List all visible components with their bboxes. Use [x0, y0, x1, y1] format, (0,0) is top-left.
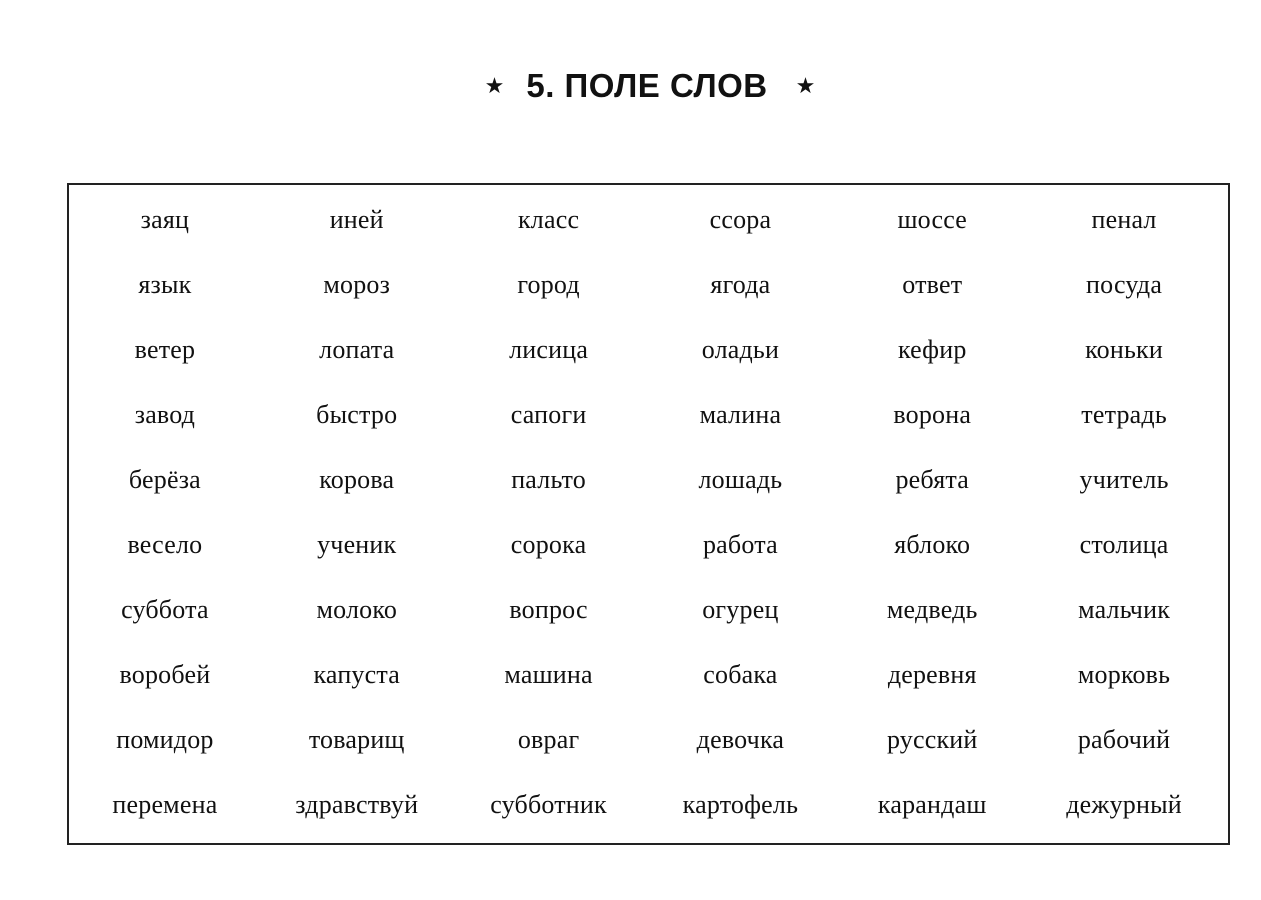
word-cell: город	[517, 269, 580, 299]
word-cell: яблоко	[894, 529, 971, 559]
word-cell: суббота	[121, 594, 209, 624]
word-cell: пенал	[1091, 204, 1157, 234]
word-cell: весело	[127, 529, 203, 559]
word-cell: воробей	[119, 659, 211, 689]
word-cell: карандаш	[877, 789, 987, 819]
word-cell: лошадь	[698, 464, 783, 494]
word-cell: овраг	[517, 724, 580, 754]
word-cell: пальто	[511, 464, 586, 494]
word-cell: собака	[703, 659, 778, 689]
word-cell: столица	[1079, 529, 1169, 559]
word-cell: лопата	[319, 334, 395, 364]
word-cell: коньки	[1085, 334, 1163, 364]
word-cell: корова	[319, 464, 395, 494]
word-cell: лисица	[509, 334, 589, 364]
word-cell: ветер	[134, 334, 196, 364]
word-cell: иней	[329, 204, 384, 234]
word-cell: учитель	[1079, 464, 1169, 494]
word-cell: быстро	[316, 399, 398, 429]
page-title: 5. ПОЛЕ СЛОВ	[526, 67, 768, 104]
word-cell: ягода	[710, 269, 771, 299]
word-cell: оладьи	[701, 334, 780, 364]
word-cell: картофель	[682, 789, 799, 819]
word-cell: работа	[702, 529, 778, 559]
word-cell: ворона	[893, 399, 972, 429]
word-cell: девочка	[696, 724, 785, 754]
word-cell: сапоги	[510, 399, 587, 429]
word-cell: вопрос	[509, 594, 588, 624]
word-cell: берёза	[128, 464, 201, 494]
word-cell: здравствуй	[295, 789, 419, 819]
word-cell: русский	[886, 724, 978, 754]
word-cell: морковь	[1077, 659, 1171, 689]
word-field-box	[67, 183, 1230, 845]
word-cell: субботник	[490, 789, 607, 819]
word-cell: машина	[504, 659, 593, 689]
word-cell: класс	[517, 204, 580, 234]
word-cell: сорока	[510, 529, 587, 559]
word-cell: перемена	[112, 789, 218, 819]
word-cell: помидор	[116, 724, 214, 754]
word-cell: ответ	[902, 269, 963, 299]
word-cell: завод	[134, 399, 196, 429]
word-cell: заяц	[140, 204, 190, 234]
word-cell: рабочий	[1077, 724, 1171, 754]
word-cell: дежурный	[1066, 789, 1182, 819]
word-cell: молоко	[316, 594, 398, 624]
word-cell: огурец	[702, 594, 779, 624]
page-title-row	[0, 58, 1261, 114]
word-cell: малина	[699, 399, 782, 429]
word-cell: ученик	[317, 529, 397, 559]
word-cell: шоссе	[897, 204, 968, 234]
word-cell: деревня	[887, 659, 977, 689]
word-cell: мальчик	[1078, 594, 1171, 624]
word-cell: посуда	[1086, 269, 1163, 299]
word-cell: язык	[138, 269, 192, 299]
word-cell: тетрадь	[1081, 399, 1167, 429]
word-cell: ребята	[895, 464, 969, 494]
word-cell: мороз	[323, 269, 391, 299]
word-cell: товарищ	[308, 724, 405, 754]
star-left-icon: ★	[484, 73, 505, 99]
word-cell: капуста	[313, 659, 400, 689]
word-grid	[69, 185, 1228, 843]
word-cell: медведь	[886, 594, 978, 624]
star-right-icon: ★	[795, 73, 816, 99]
word-cell: ссора	[709, 204, 772, 234]
word-cell: кефир	[897, 334, 967, 364]
